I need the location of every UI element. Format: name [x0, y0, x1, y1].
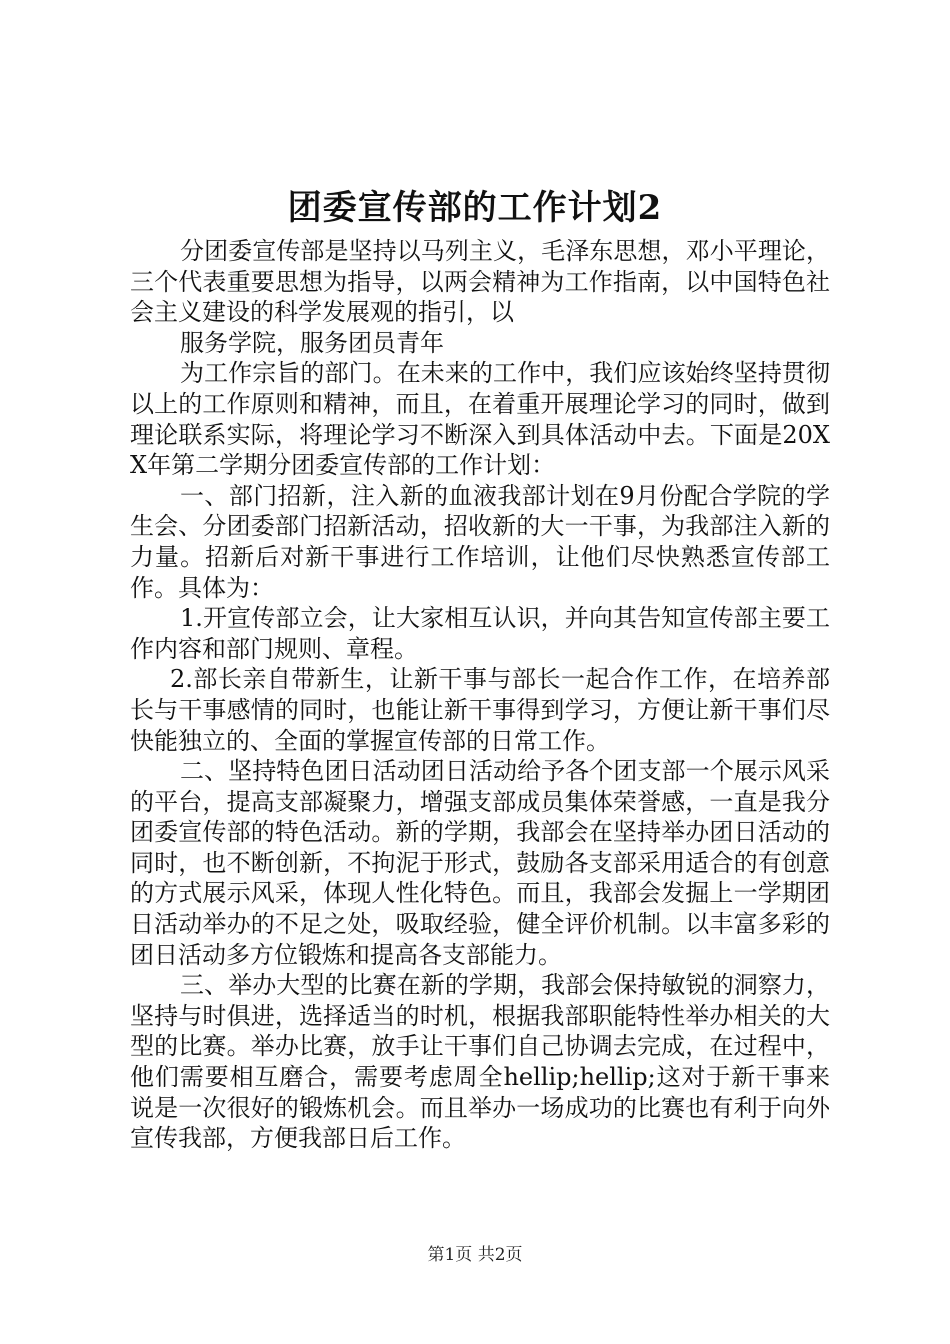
paragraph-service: 服务学院，服务团员青年 [180, 328, 444, 357]
paragraph-section-3: 三、举办大型的比赛在新的学期，我部会保持敏锐的洞察力，坚持与时俱进，选择适当的时机，根据我部职能特性举办相关的大型的比赛。举办比赛，放手让干事们自己协调去完成，在过程中，他们需要相互磨合，需要考虑周全hellip;hellip;这对于新干事来说是一次很好的锻炼机会。而且举办一场成功的比赛也有利于向外宣传我部，方便我部日后工作。 [130, 971, 830, 1153]
paragraph-intro: 分团委宣传部是坚持以马列主义，毛泽东思想，邓小平理论，三个代表重要思想为指导，以两会精神为工作指南，以中国特色社会主义建设的科学发展观的指引，以 [130, 237, 830, 327]
page-number-footer: 第1页 共2页 [427, 1245, 523, 1265]
document-body [130, 236, 830, 1154]
paragraph-item-2: 2.部长亲自带新生，让新干事与部长一起合作工作，在培养部长与干事感情的同时，也能让新干事得到学习，方便让新干事们尽快能独立的、全面的掌握宣传部的日常工作。 [130, 665, 830, 755]
paragraph-section-2: 二、坚持特色团日活动团日活动给予各个团支部一个展示风采的平台，提高支部凝聚力，增强支部成员集体荣誉感，一直是我分团委宣传部的特色活动。新的学期，我部会在坚持举办团日活动的同时，也不断创新，不拘泥于形式，鼓励各支部采用适合的有创意的方式展示风采，体现人性化特色。而且，我部会发掘上一学期团日活动举办的不足之处，吸取经验，健全评价机制。以丰富多彩的团日活动多方位锻炼和提高各支部能力。 [130, 757, 830, 969]
paragraph-section-1: 一、部门招新，注入新的血液我部计划在9月份配合学院的学生会、分团委部门招新活动，招收新的大一干事，为我部注入新的力量。招新后对新干事进行工作培训，让他们尽快熟悉宣传部工作。具体为： [130, 481, 830, 602]
paragraph-item-1: 1.开宣传部立会，让大家相互认识，并向其告知宣传部主要工作内容和部门规则、章程。 [130, 604, 830, 663]
paragraph-purpose: 为工作宗旨的部门。在未来的工作中，我们应该始终坚持贯彻以上的工作原则和精神，而且，在着重开展理论学习的同时，做到理论联系实际，将理论学习不断深入到具体活动中去。下面是20XX年第二学期分团委宣传部的工作计划： [130, 359, 830, 480]
document-title: 团委宣传部的工作计划2 [287, 188, 663, 228]
